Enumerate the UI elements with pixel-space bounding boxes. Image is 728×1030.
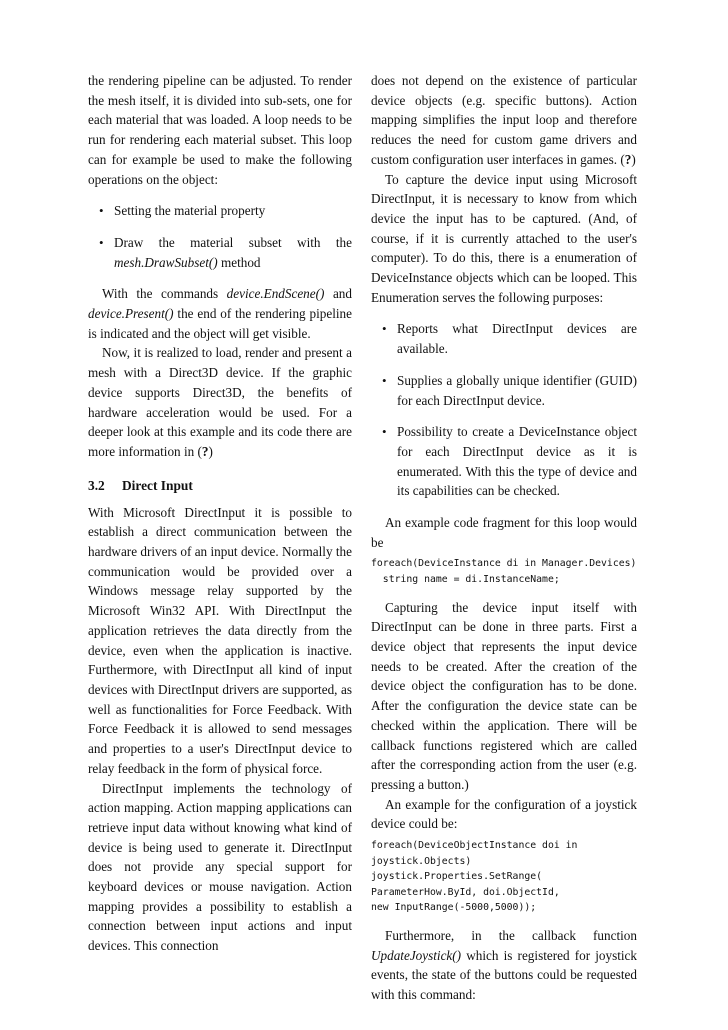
paragraph-rendering-pipeline: the rendering pipeline can be adjusted. To render the mesh itself, it is divided into sub-sets, one for each material that was loaded. A loop needs to be run for rendering each material subset. This loop can for example be used to make the following operations on the object: (88, 73, 352, 187)
text-span: ) (631, 151, 636, 167)
paragraph-callback (371, 926, 637, 1005)
list-item-text: Reports what DirectInput devices are available. (397, 321, 637, 357)
list-item-text: Supplies a globally unique identifier (GUID) for each DirectInput device. (397, 372, 637, 408)
bullet-icon: • (382, 321, 387, 337)
citation-ref[interactable]: ? (624, 151, 632, 167)
paragraph-directinput-intro: With Microsoft DirectInput it is possible to establish a direct communication between the hardware drivers of an input device. Normally the communication would be provided over a Windows message relay supported by the Microsoft Win32 API. With DirectInput the application retrieves the data directly from the device, even when the application is inactive. Furthermore, with DirectInput all kind of input devices with DirectInput drivers are supported, as well as functionalities for Force Feedback. With Force Feedback it is allowed to send messages and properties to a user's DirectInput device to relay feedback in the form of physical force. (88, 504, 352, 776)
citation-ref[interactable]: ? (201, 443, 209, 459)
paragraph-joystick-config: An example for the configuration of a joystick device could be: (371, 796, 637, 832)
section-title: Direct Input (122, 477, 193, 493)
text-span: the end of the rendering pipeline is indicated and the object will get visible. (88, 306, 352, 341)
bullet-icon: • (99, 234, 104, 250)
bullet-list-enumeration (371, 319, 637, 501)
text-span: does not depend on the existence of particular device objects (e.g. specific buttons). Action mapping simplifies the input loop and therefore reduces the need for custom game drivers and custom configuration user interfaces in games. ( (371, 73, 637, 167)
text-span: ) (208, 443, 213, 459)
code-method-name: device.EndScene() (226, 286, 325, 302)
paragraph-action-mapping: DirectInput implements the technology of action mapping. Action mapping applications can retrieve input data without knowing what kind of device is being used to generate it. DirectInput does not provide any special support for keyboard devices or mouse navigation. Action mapping provides a possibility to establish a connection between input actions and input devices. This connection (88, 780, 352, 954)
bullet-icon: • (99, 203, 104, 219)
code-method-name: device.Present() (88, 306, 174, 322)
code-block-enumeration: foreach(DeviceInstance di in Manager.Devices) string name = di.InstanceName; (371, 558, 637, 586)
list-item (88, 201, 352, 221)
code-method-name: mesh.DrawSubset() (114, 254, 218, 270)
section-heading (88, 476, 352, 495)
list-item (371, 371, 637, 410)
bullet-icon: • (382, 372, 387, 388)
code-block-joystick: foreach(DeviceObjectInstance doi in joystick.Objects) joystick.Properties.SetRange( ParameterHow.ById, doi.ObjectId, new InputRange(-5000,5000)); (371, 840, 578, 914)
text-span: which is registered for joystick events, the state of the buttons could be requested with this command: (371, 947, 637, 1003)
list-item (371, 422, 637, 501)
list-item (371, 319, 637, 358)
list-item-text: method (217, 254, 261, 270)
text-span: Furthermore, in the callback function (385, 928, 637, 944)
paragraph-endscene (88, 284, 352, 343)
list-item-text: Possibility to create a DeviceInstance object for each DirectInput device as it is enumerated. With this the type of device and its capabilities can be checked. (397, 424, 637, 499)
section-number: 3.2 (88, 477, 105, 493)
bullet-icon: • (382, 424, 387, 440)
paragraph-action-mapping-cont (371, 71, 637, 170)
list-item (88, 233, 352, 272)
text-span: Now, it is realized to load, render and present a mesh with a Direct3D device. If the graphic device supports Direct3D, the benefits of hardware acceleration would be used. For a deeper look at this example and its code there are more information in ( (88, 345, 352, 459)
left-column (88, 71, 352, 956)
list-item-text: Setting the material property (114, 203, 266, 219)
paragraph-three-parts: Capturing the device input itself with DirectInput can be done in three parts. First a device object that represents the input device needs to be created. After the creation of the device object the configuration has to be done. After the configuration the device state can be checked within the application. There will be callback functions registered which are called after the corresponding action from the user (e.g. pressing a button.) (371, 599, 637, 792)
text-span: With the commands (102, 286, 227, 302)
paragraph-capture-device: To capture the device input using Microsoft DirectInput, it is necessary to know from which device the input has to be captured. (And, of course, if it is currently attached to the user's computer). To do this, there is a enumeration of DeviceInstance objects which can be looped. This Enumeration serves the following purposes: (371, 171, 637, 305)
bullet-list-material (88, 201, 352, 272)
paragraph-mesh-summary (88, 343, 352, 461)
paragraph-code-intro: An example code fragment for this loop would be (371, 515, 637, 550)
text-span: and (324, 286, 352, 302)
code-method-name: UpdateJoystick() (371, 947, 462, 963)
list-item-text: Draw the material subset with the (114, 234, 352, 250)
right-column (371, 71, 637, 1005)
